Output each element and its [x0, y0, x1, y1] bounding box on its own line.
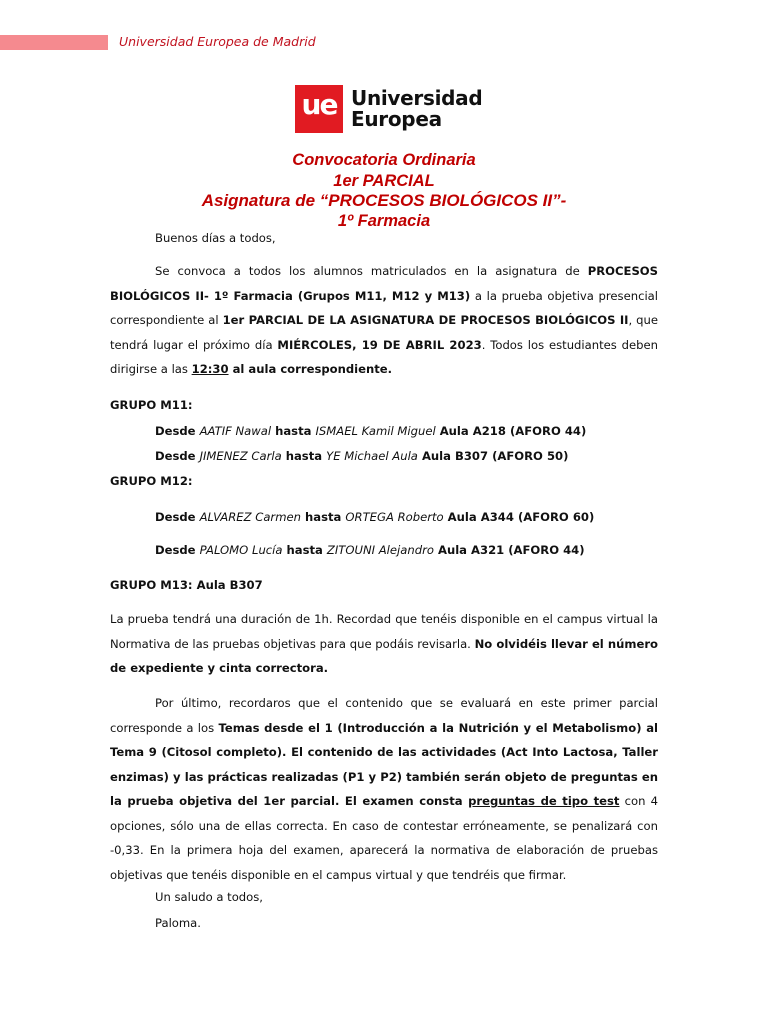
header-institution: Universidad Europea de Madrid — [119, 34, 316, 49]
logo-mark-text: ue — [301, 88, 337, 121]
group-m12-title: GRUPO M12: — [110, 474, 193, 488]
title-line3: Asignatura de “PROCESOS BIOLÓGICOS II”- — [201, 191, 567, 210]
group-m11-row-1: Desde AATIF Nawal hasta ISMAEL Kamil Miguel Aula A218 (AFORO 44) — [155, 424, 587, 438]
closing-line1: Un saludo a todos, — [155, 890, 263, 904]
group-m13-title: GRUPO M13: Aula B307 — [110, 578, 263, 592]
logo-line1: Universidad — [351, 86, 483, 110]
group-m11-row-2: Desde JIMENEZ Carla hasta YE Michael Aula Aula B307 (AFORO 50) — [155, 449, 569, 463]
title-line4: 1º Farmacia — [337, 212, 431, 230]
greeting: Buenos días a todos, — [155, 231, 276, 245]
header-accent-bar — [0, 35, 108, 50]
title-line1: Convocatoria Ordinaria — [292, 151, 476, 169]
title-line2: 1er PARCIAL — [333, 172, 435, 190]
paragraph-contenido: Por último, recordaros que el contenido que se evaluará en este primer parcial corresponde a los Temas desde el 1 (Introducción a la Nutrición y el Metabolismo) al Tema 9 (Citosol completo). El contenido de las actividades (Act Into Lactosa, Taller enzimas) y las prácticas realizadas (P1 y P2) también serán objeto de preguntas en la prueba objetiva del 1er parcial. El examen consta preguntas de tipo test con 4 opciones, sólo una de ellas correcta. En caso de contestar erróneamente, se penalizará con -0,33. En la primera hoja del examen, aparecerá la normativa de elaboración de pruebas objetivas que tenéis disponible en el campus virtual y que tendréis que firmar. — [110, 696, 659, 882]
closing-signature: Paloma. — [155, 916, 201, 930]
group-m12-row-2: Desde PALOMO Lucía hasta ZITOUNI Alejandro Aula A321 (AFORO 44) — [155, 543, 585, 557]
paragraph-convocatoria: Se convoca a todos los alumnos matriculados en la asignatura de PROCESOS BIOLÓGICOS II- 1º Farmacia (Grupos M11, M12 y M13) a la prueba objetiva presencial correspondiente al 1er PARCIAL DE LA ASIGNATURA DE PROCESOS BIOLÓGICOS II, que tendrá lugar el próximo día MIÉRCOLES, 19 DE ABRIL 2023. Todos los estudiantes deben dirigirse a las 12:30 al aula correspondiente. — [110, 264, 659, 376]
logo-wordmark — [351, 88, 482, 130]
group-m11-title: GRUPO M11: — [110, 398, 193, 412]
paragraph-duracion: La prueba tendrá una duración de 1h. Recordad que tenéis disponible en el campus virtual la Normativa de las pruebas objetivas para que podáis revisarla. No olvidéis llevar el número de expediente y cinta correctora. — [110, 612, 658, 675]
university-logo — [295, 85, 483, 133]
logo-line2: Europea — [351, 107, 442, 131]
logo-mark — [295, 85, 343, 133]
group-m12-row-1: Desde ALVAREZ Carmen hasta ORTEGA Roberto Aula A344 (AFORO 60) — [155, 510, 595, 524]
